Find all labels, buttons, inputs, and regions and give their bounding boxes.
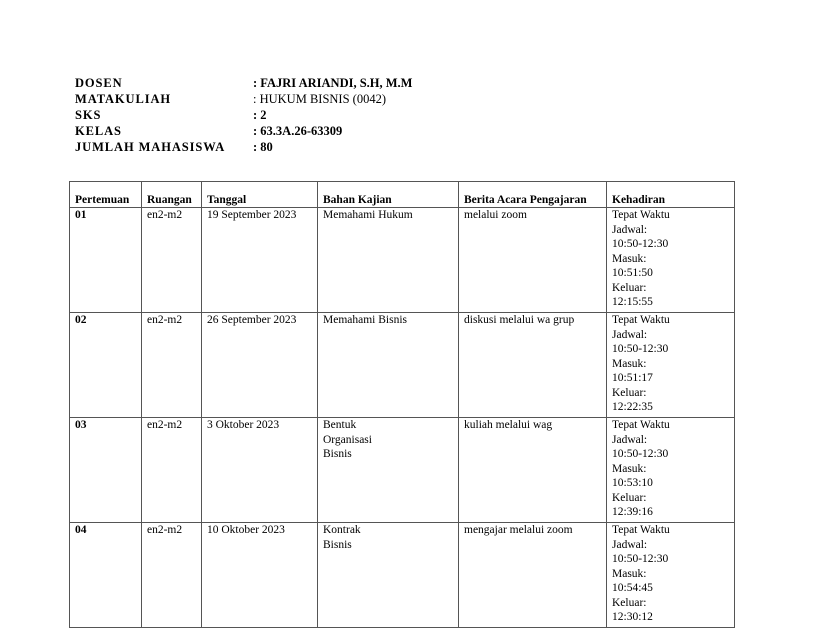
table-row [70, 418, 735, 523]
bahan-kajian-cell-line: Bisnis [323, 448, 352, 460]
kehadiran-cell-line: 10:53:10 [612, 477, 653, 489]
table-header-row [70, 182, 735, 208]
bahan-kajian-cell [318, 313, 459, 418]
bahan-kajian-cell-line: Bentuk [323, 419, 357, 431]
ruangan-cell: en2-m2 [142, 313, 202, 418]
kehadiran-cell [607, 418, 735, 523]
bahan-kajian-cell [318, 523, 459, 628]
kehadiran-cell [607, 208, 735, 313]
kehadiran-cell-line: 12:22:35 [612, 401, 653, 413]
info-row-sks [75, 107, 413, 123]
bahan-kajian-cell [318, 208, 459, 313]
ruangan-cell: en2-m2 [142, 208, 202, 313]
bahan-kajian-cell-line: Organisasi [323, 433, 372, 446]
info-row-jumlah [75, 139, 413, 155]
pertemuan-cell: 03 [70, 418, 142, 523]
kehadiran-cell-line: 10:50-12:30 [612, 553, 669, 565]
jumlah-label: JUMLAH MAHASISWA [75, 140, 226, 154]
header-tanggal: Tanggal [202, 182, 318, 208]
kelas-label: KELAS [75, 124, 122, 138]
bahan-kajian-cell-line: Bisnis [323, 538, 352, 551]
kehadiran-cell-line: Masuk: [612, 252, 647, 265]
bahan-kajian-cell [318, 418, 459, 523]
matakuliah-label: MATAKULIAH [75, 92, 172, 106]
info-row-dosen [75, 75, 413, 91]
jumlah-value: : 80 [253, 140, 273, 154]
berita-acara-cell: kuliah melalui wag [459, 418, 607, 523]
attendance-table [69, 181, 735, 628]
header-kehadiran: Kehadiran [607, 182, 735, 208]
ruangan-cell: en2-m2 [142, 523, 202, 628]
kehadiran-cell-line: Jadwal: [612, 328, 648, 341]
berita-acara-cell: melalui zoom [459, 208, 607, 313]
bahan-kajian-cell-line: Memahami Hukum [323, 209, 413, 221]
kehadiran-cell-line: 10:50-12:30 [612, 238, 669, 250]
kehadiran-cell-line: Masuk: [612, 567, 647, 580]
tanggal-cell: 19 September 2023 [202, 208, 318, 313]
header-berita-acara: Berita Acara Pengajaran [459, 182, 607, 208]
kehadiran-cell-line: Keluar: [612, 281, 647, 294]
kehadiran-cell-line: Tepat Waktu [612, 209, 670, 221]
bahan-kajian-cell-line: Memahami Bisnis [323, 314, 408, 326]
kehadiran-cell-line: 12:30:12 [612, 611, 653, 623]
header-ruangan: Ruangan [142, 182, 202, 208]
header-pertemuan: Pertemuan [70, 182, 142, 208]
kehadiran-cell [607, 523, 735, 628]
bahan-kajian-cell-line: Kontrak [323, 524, 361, 536]
berita-acara-cell: mengajar melalui zoom [459, 523, 607, 628]
kehadiran-cell-line: Tepat Waktu [612, 419, 670, 431]
ruangan-cell: en2-m2 [142, 418, 202, 523]
pertemuan-cell: 02 [70, 313, 142, 418]
pertemuan-cell: 01 [70, 208, 142, 313]
sks-label: SKS [75, 108, 102, 122]
tanggal-cell: 3 Oktober 2023 [202, 418, 318, 523]
table-row [70, 523, 735, 628]
kehadiran-cell-line: 12:15:55 [612, 296, 653, 308]
kehadiran-cell-line: 10:51:17 [612, 372, 653, 384]
sks-value: : 2 [253, 108, 267, 122]
info-row-matakuliah [75, 91, 413, 107]
tanggal-cell: 26 September 2023 [202, 313, 318, 418]
kehadiran-cell-line: 10:54:45 [612, 582, 653, 594]
kehadiran-cell-line: 12:39:16 [612, 506, 653, 518]
matakuliah-value: : HUKUM BISNIS (0042) [253, 92, 386, 106]
course-info [75, 75, 413, 155]
kehadiran-cell-line: Keluar: [612, 491, 647, 504]
kehadiran-cell-line: Masuk: [612, 357, 647, 370]
kehadiran-cell-line: Jadwal: [612, 433, 648, 446]
kehadiran-cell-line: Keluar: [612, 386, 647, 399]
info-row-kelas [75, 123, 413, 139]
kehadiran-cell-line: 10:50-12:30 [612, 343, 669, 355]
berita-acara-cell: diskusi melalui wa grup [459, 313, 607, 418]
kehadiran-cell-line: 10:51:50 [612, 267, 653, 279]
kehadiran-cell-line: 10:50-12:30 [612, 448, 669, 460]
kehadiran-cell-line: Tepat Waktu [612, 524, 670, 536]
kehadiran-cell [607, 313, 735, 418]
kehadiran-cell-line: Jadwal: [612, 223, 648, 236]
header-bahan-kajian: Bahan Kajian [318, 182, 459, 208]
kelas-value: : 63.3A.26-63309 [253, 124, 343, 138]
dosen-label: DOSEN [75, 76, 123, 90]
tanggal-cell: 10 Oktober 2023 [202, 523, 318, 628]
pertemuan-cell: 04 [70, 523, 142, 628]
kehadiran-cell-line: Keluar: [612, 596, 647, 609]
dosen-value: : FAJRI ARIANDI, S.H, M.M [253, 76, 413, 90]
table-row [70, 208, 735, 313]
table-body [70, 208, 735, 628]
table-row [70, 313, 735, 418]
kehadiran-cell-line: Masuk: [612, 462, 647, 475]
kehadiran-cell-line: Jadwal: [612, 538, 648, 551]
kehadiran-cell-line: Tepat Waktu [612, 314, 670, 326]
